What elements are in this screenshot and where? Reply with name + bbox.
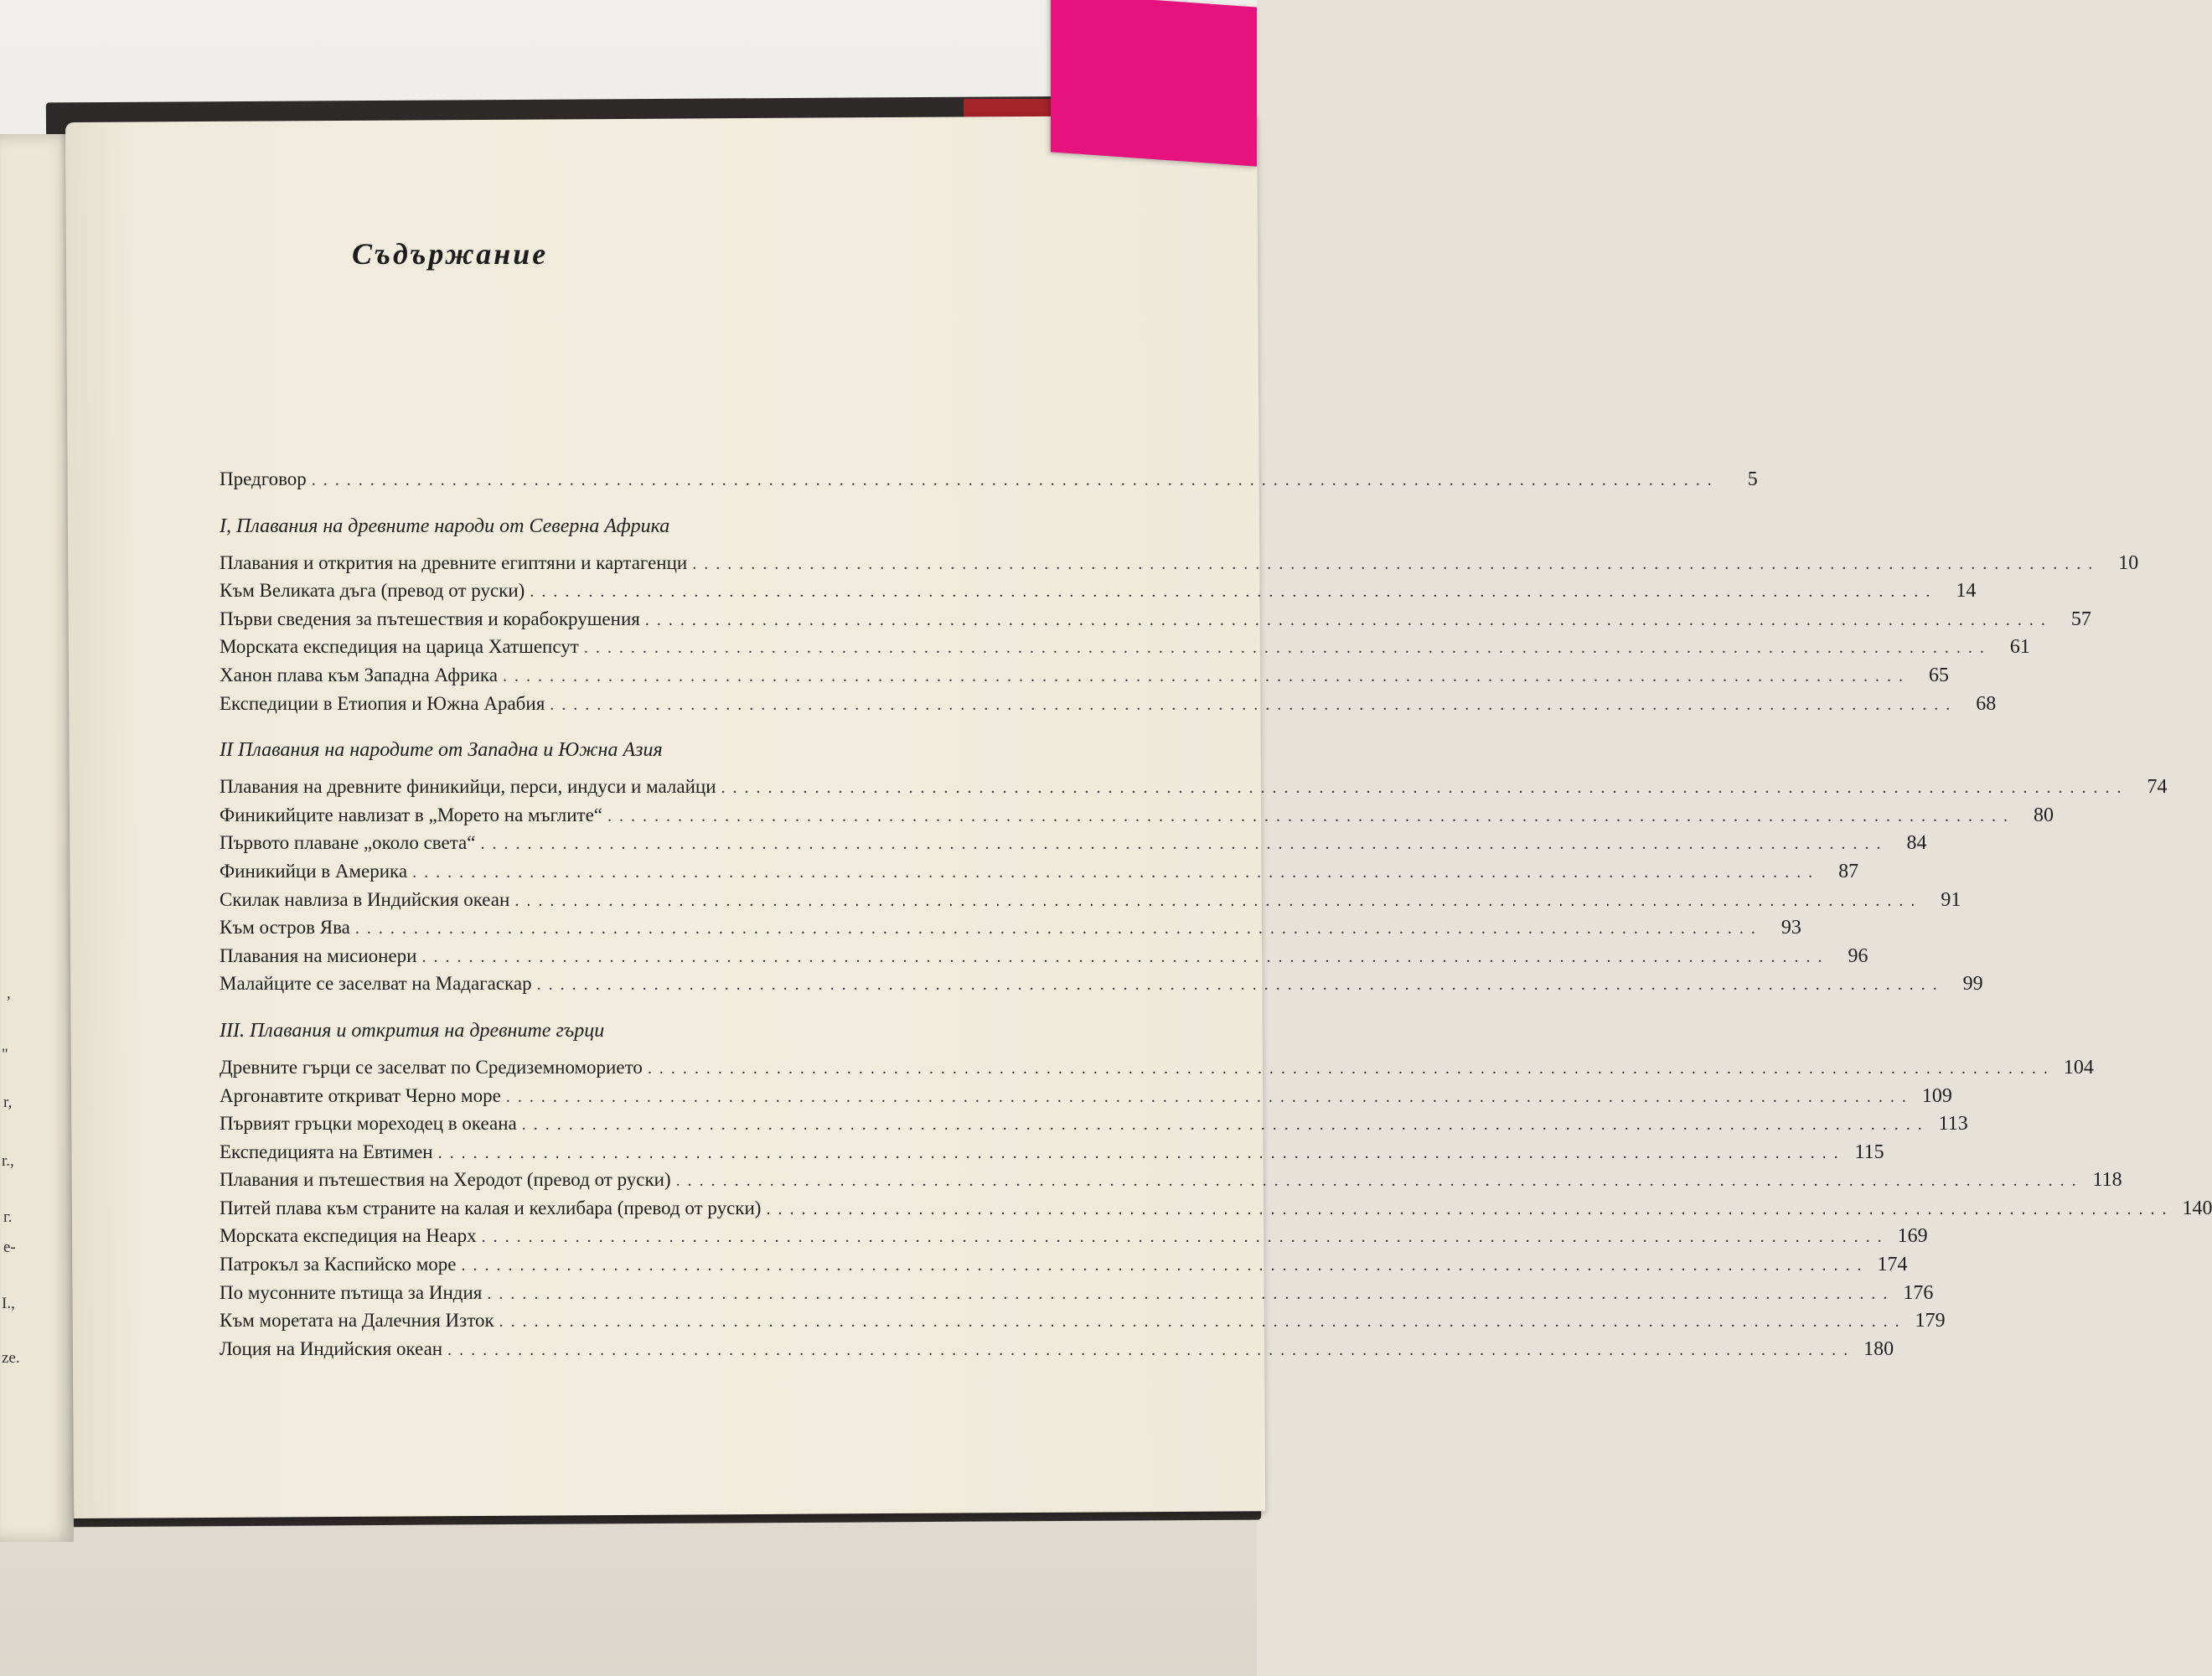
toc-dot-leader: ........................................................................................................................ bbox=[530, 582, 1938, 602]
left-page bbox=[0, 134, 74, 1542]
toc-entry-title: Плавания на мисионери bbox=[220, 944, 417, 966]
toc-entry[interactable] bbox=[220, 1053, 2094, 1082]
left-page-fragment: г. bbox=[3, 1208, 13, 1226]
toc-entry[interactable] bbox=[220, 1082, 1952, 1110]
toc-entry[interactable] bbox=[220, 549, 2139, 577]
toc-dot-leader: ........................................................................................................................ bbox=[502, 666, 1910, 685]
toc-entry-page: 65 bbox=[1928, 664, 1949, 686]
toc-dot-leader: ........................................................................................................................ bbox=[607, 806, 2016, 825]
toc-entry-page: 180 bbox=[1863, 1337, 1894, 1360]
toc-entry[interactable] bbox=[220, 886, 1961, 914]
toc-entry-title: Скилак навлиза в Индийския океан bbox=[220, 888, 510, 910]
toc-entry[interactable] bbox=[220, 913, 1801, 942]
toc-entry-title: Към остров Ява bbox=[220, 917, 350, 939]
left-page-fragment: I., bbox=[2, 1295, 15, 1312]
toc-entry[interactable] bbox=[220, 661, 1949, 690]
left-page-fragment: e- bbox=[3, 1239, 16, 1256]
toc-entry[interactable] bbox=[220, 1194, 2212, 1223]
toc-entry[interactable] bbox=[220, 1250, 1908, 1279]
section-heading-1: I, Плавания на древните народи от Северна Африка bbox=[220, 515, 670, 537]
toc-entry[interactable] bbox=[220, 1166, 2122, 1194]
toc-dot-leader: ........................................................................................................................ bbox=[692, 554, 2101, 573]
toc-dot-leader: ........................................................................................................................ bbox=[647, 1058, 2055, 1078]
toc-dot-leader: ........................................................................................................................ bbox=[461, 1256, 1869, 1275]
toc-entry-title: Древните гърци се заселват по Средиземноморието bbox=[220, 1056, 643, 1078]
left-page-fragment: r., bbox=[2, 1152, 14, 1170]
toc-entry[interactable] bbox=[220, 1138, 1884, 1166]
left-page-fragment: r, bbox=[3, 1094, 13, 1111]
toc-entry-title: Първото плаване „около света“ bbox=[220, 832, 476, 854]
page-title: Съдържание bbox=[352, 237, 549, 271]
left-page-fragment: ze. bbox=[2, 1349, 20, 1367]
toc-dot-leader: ........................................................................................................................ bbox=[412, 862, 1821, 882]
toc-entry[interactable] bbox=[220, 1279, 1934, 1307]
toc-entry[interactable] bbox=[220, 577, 1977, 605]
toc-dot-leader: ........................................................................................................................ bbox=[583, 639, 1992, 658]
toc-entry-page: 99 bbox=[1962, 973, 1983, 996]
section-heading-2: II Плавания на народите от Западна и Южна Азия bbox=[220, 739, 663, 762]
toc-entry-page: 84 bbox=[1906, 832, 1927, 855]
toc-entry-title: Плавания и открития на древните египтяни и картагенци bbox=[220, 551, 688, 573]
toc-entry-page: 68 bbox=[1976, 692, 1997, 715]
toc-entry[interactable] bbox=[220, 1306, 1946, 1335]
toc-entry-title: Малайците се заселват на Мадагаскар bbox=[220, 973, 532, 995]
toc-entry-title: Лоция на Индийския океан bbox=[220, 1337, 443, 1359]
toc-entry[interactable] bbox=[220, 633, 2030, 661]
toc-entry[interactable] bbox=[220, 773, 2168, 801]
toc-entry[interactable] bbox=[220, 605, 2091, 634]
toc-entry[interactable] bbox=[220, 829, 1927, 857]
toc-entry-title: Първият гръцки мореходец в океана bbox=[220, 1113, 517, 1135]
toc-dot-leader: ........................................................................................................................ bbox=[721, 779, 2129, 798]
toc-entry-page: 109 bbox=[1921, 1084, 1952, 1107]
toc-dot-leader: ........................................................................................................................ bbox=[550, 695, 1958, 714]
toc-entry-title: Ханон плава към Западна Африка bbox=[220, 664, 498, 685]
toc-dot-leader: ........................................................................................................................ bbox=[644, 610, 2053, 629]
toc-entry-title: Питей плава към страните на калая и кехлибара (превод от руски) bbox=[220, 1197, 762, 1218]
toc-entry[interactable] bbox=[220, 1110, 1968, 1138]
toc-entry-page: 104 bbox=[2063, 1056, 2094, 1079]
toc-entry-preface[interactable] bbox=[220, 465, 1758, 494]
toc-entry-title: Морската експедиция на Неарх bbox=[220, 1225, 477, 1247]
toc-entry-title: Патрокъл за Каспийско море bbox=[220, 1254, 457, 1275]
toc-dot-leader: ........................................................................................................................ bbox=[487, 1284, 1895, 1303]
toc-entry-page: 74 bbox=[2147, 776, 2168, 799]
toc-entry-title: Финикийци в Америка bbox=[220, 860, 408, 882]
toc-dot-leader: ........................................................................................................................ bbox=[354, 919, 1763, 939]
toc-entry[interactable] bbox=[220, 801, 2054, 830]
left-page-fragment: " bbox=[2, 1046, 8, 1063]
toc-entry[interactable] bbox=[220, 1222, 1928, 1250]
toc-dot-leader: ........................................................................................................................ bbox=[421, 947, 1830, 966]
toc-dot-leader: ........................................................................................................................ bbox=[499, 1312, 1907, 1332]
toc-entry-title: Към Великата дъга (превод от руски) bbox=[220, 580, 525, 602]
toc-dot-leader: ........................................................................................................................ bbox=[437, 1143, 1846, 1162]
toc-entry-page: 96 bbox=[1848, 944, 1868, 967]
toc-entry[interactable] bbox=[220, 1335, 1894, 1363]
toc-entry-page: 140 bbox=[2182, 1197, 2212, 1219]
toc-entry[interactable] bbox=[220, 970, 1983, 998]
toc-entry-page: 93 bbox=[1780, 917, 1801, 939]
toc-entry[interactable] bbox=[220, 690, 1997, 718]
toc-dot-leader: ........................................................................................................................ bbox=[675, 1172, 2084, 1191]
toc-dot-leader: ........................................................................................................................ bbox=[536, 975, 1945, 995]
toc-entry-page: 179 bbox=[1915, 1310, 1946, 1332]
toc-entry-page: 169 bbox=[1897, 1225, 1928, 1248]
toc-entry[interactable] bbox=[220, 942, 1868, 970]
toc-entry-title: Експедицията на Евтимен bbox=[220, 1141, 433, 1162]
toc-entry-page: 87 bbox=[1838, 860, 1859, 882]
toc-entry-page: 80 bbox=[2034, 804, 2054, 826]
toc-entry-title: Първи сведения за пътешествия и корабокрушения bbox=[220, 608, 640, 629]
toc-entry-title: Финикийците навлизат в „Морето на мъглите“ bbox=[220, 804, 603, 825]
toc-dot-leader: ........................................................................................................................ bbox=[521, 1115, 1930, 1135]
table-of-contents bbox=[220, 465, 2212, 1363]
toc-entry-page: 14 bbox=[1956, 580, 1977, 603]
section-heading-3: III. Плавания и открития на древните гърци bbox=[220, 1019, 605, 1042]
toc-entry-title: Аргонавтите откриват Черно море bbox=[220, 1084, 501, 1106]
toc-dot-leader: ........................................................................................................................ bbox=[505, 1087, 1914, 1106]
bookmark-tab bbox=[1051, 0, 1257, 167]
toc-entry-title: Плавания и пътешествия на Херодот (превод от руски) bbox=[220, 1169, 671, 1191]
toc-entry-title: Към моретата на Далечния Изток bbox=[220, 1310, 494, 1332]
toc-entry-title: По мусонните пътища за Индия bbox=[220, 1281, 483, 1303]
toc-entry-title: Морската експедиция на царица Хатшепсут bbox=[220, 636, 579, 658]
toc-dot-leader: ........................................................................................................................ bbox=[311, 471, 1719, 489]
toc-entry-page: 61 bbox=[2009, 636, 2030, 659]
toc-entry[interactable] bbox=[220, 857, 1859, 886]
toc-entry-page: 118 bbox=[2092, 1169, 2122, 1192]
toc-entry-page: 113 bbox=[1938, 1113, 1968, 1135]
toc-entry-title: Предговор bbox=[220, 468, 307, 489]
toc-dot-leader: ........................................................................................................................ bbox=[480, 835, 1889, 854]
toc-entry-page: 5 bbox=[1747, 468, 1758, 490]
toc-dot-leader: ........................................................................................................................ bbox=[481, 1228, 1889, 1247]
toc-entry-page: 10 bbox=[2118, 551, 2139, 574]
toc-entry-page: 57 bbox=[2070, 608, 2091, 630]
toc-dot-leader: ........................................................................................................................ bbox=[514, 891, 1923, 910]
toc-entry-page: 176 bbox=[1903, 1281, 1934, 1304]
toc-entry-page: 91 bbox=[1941, 888, 1961, 911]
left-page-fragment: , bbox=[7, 985, 11, 1002]
toc-entry-title: Плавания на древните финикийци, перси, индуси и малайци bbox=[220, 776, 716, 798]
toc-entry-title: Експедиции в Етиопия и Южна Арабия bbox=[220, 692, 545, 714]
toc-dot-leader: ........................................................................................................................ bbox=[447, 1340, 1856, 1359]
toc-entry-page: 115 bbox=[1854, 1141, 1884, 1163]
toc-dot-leader: ........................................................................................................................ bbox=[766, 1199, 2174, 1218]
toc-entry-page: 174 bbox=[1877, 1254, 1908, 1276]
